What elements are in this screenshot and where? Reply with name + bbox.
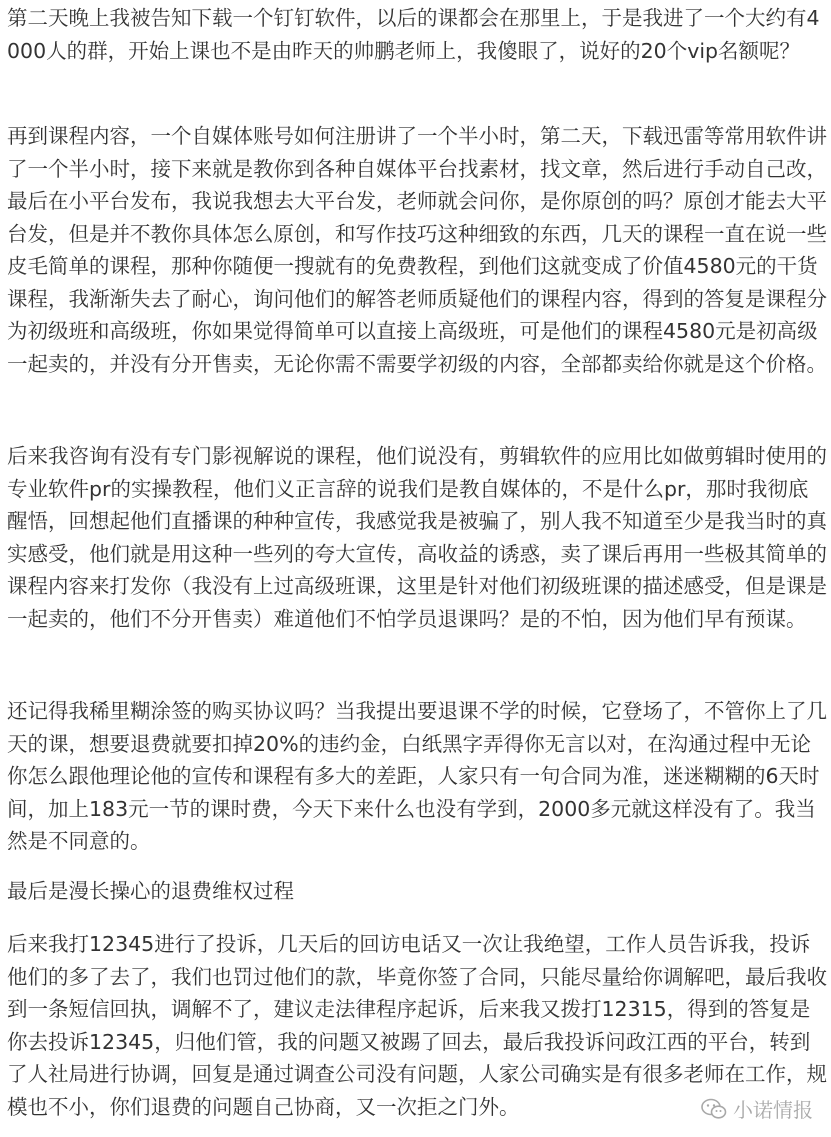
wechat-icon bbox=[701, 1098, 727, 1120]
paragraph: 第二天晚上我被告知下载一个钉钉软件，以后的课都会在那里上，于是我进了一个大约有4000人的群，开始上课也不是由昨天的帅鹏老师上，我傻眼了，说好的20个vip名额呢？ bbox=[7, 6, 820, 63]
watermark-text: 小诺情报 bbox=[733, 1098, 813, 1122]
paragraph: 还记得我稀里糊涂签的购买协议吗？当我提出要退课不学的时候，它登场了，不管你上了几天的课，想要退费就要扣掉20%的违约金，白纸黑字弄得你无言以对，在沟通过程中无论你怎么跟他理论他的宣传和课程有多大的差距，人家只有一句合同为准，迷迷糊糊的6天时间，加上183元一节的课时费，今天下来什么也没有学到，2000多元就这样没有了。我当然是不同意的。 bbox=[7, 699, 827, 853]
paragraph: 后来我咨询有没有专门影视解说的课程，他们说没有，剪辑软件的应用比如做剪辑时使用的专业软件pr的实操教程，他们义正言辞的说我们是教自媒体的，不是什么pr，那时我彻底醒悟，回想起他们直播课的种种宣传，我感觉我是被骗了，别人我不知道至少是我当时的真实感受，他们就是用这种一些列的夸大宣传，高收益的诱惑，卖了课后再用一些极其简单的课程内容来打发你（我没有上过高级班课，这里是针对他们初级班课的描述感受，但是课是一起卖的，他们不分开售卖）难道他们不怕学员退课吗？是的不怕，因为他们早有预谋。 bbox=[7, 444, 827, 631]
section-heading: 最后是漫长操心的退费维权过程 bbox=[7, 879, 294, 903]
paragraph: 后来我打12345进行了投诉，几天后的回访电话又一次让我绝望，工作人员告诉我，投诉他们的多了去了，我们也罚过他们的款，毕竟你签了合同，只能尽量给你调解吧，最后我收到一条短信回执，调解不了，建议走法律程序起诉，后来我又拨打12315，得到的答复是你去投诉12345，归他们管，我的问题又被踢了回去，最后我投诉问政江西的平台，转到了人社局进行协调，回复是通过调查公司没有问题，人家公司确实是有很多老师在工作，规模也不小，你们退费的问题自己协商，又一次拒之门外。 bbox=[7, 932, 827, 1119]
paragraph: 再到课程内容，一个自媒体账号如何注册讲了一个半小时，第二天，下载迅雷等常用软件讲了一个半小时，接下来就是教你到各种自媒体平台找素材，找文章，然后进行手动自己改，最后在小平台发布，我说我想去大平台发，老师就会问你，是你原创的吗？原创才能去大平台发，但是并不教你具体怎么原创，和写作技巧这种细致的东西，几天的课程一直在说一些皮毛简单的课程，那种你随便一搜就有的免费教程，到他们这就变成了价值4580元的干货课程，我渐渐失去了耐心，询问他们的解答老师质疑他们的课程内容，得到的答复是课程分为初级班和高级班，你如果觉得简单可以直接上高级班，可是他们的课程4580元是初高级一起卖的，并没有分开售卖，无论你需不需要学初级的内容，全部都卖给你就是这个价格。 bbox=[7, 124, 827, 376]
watermark bbox=[701, 1094, 813, 1123]
